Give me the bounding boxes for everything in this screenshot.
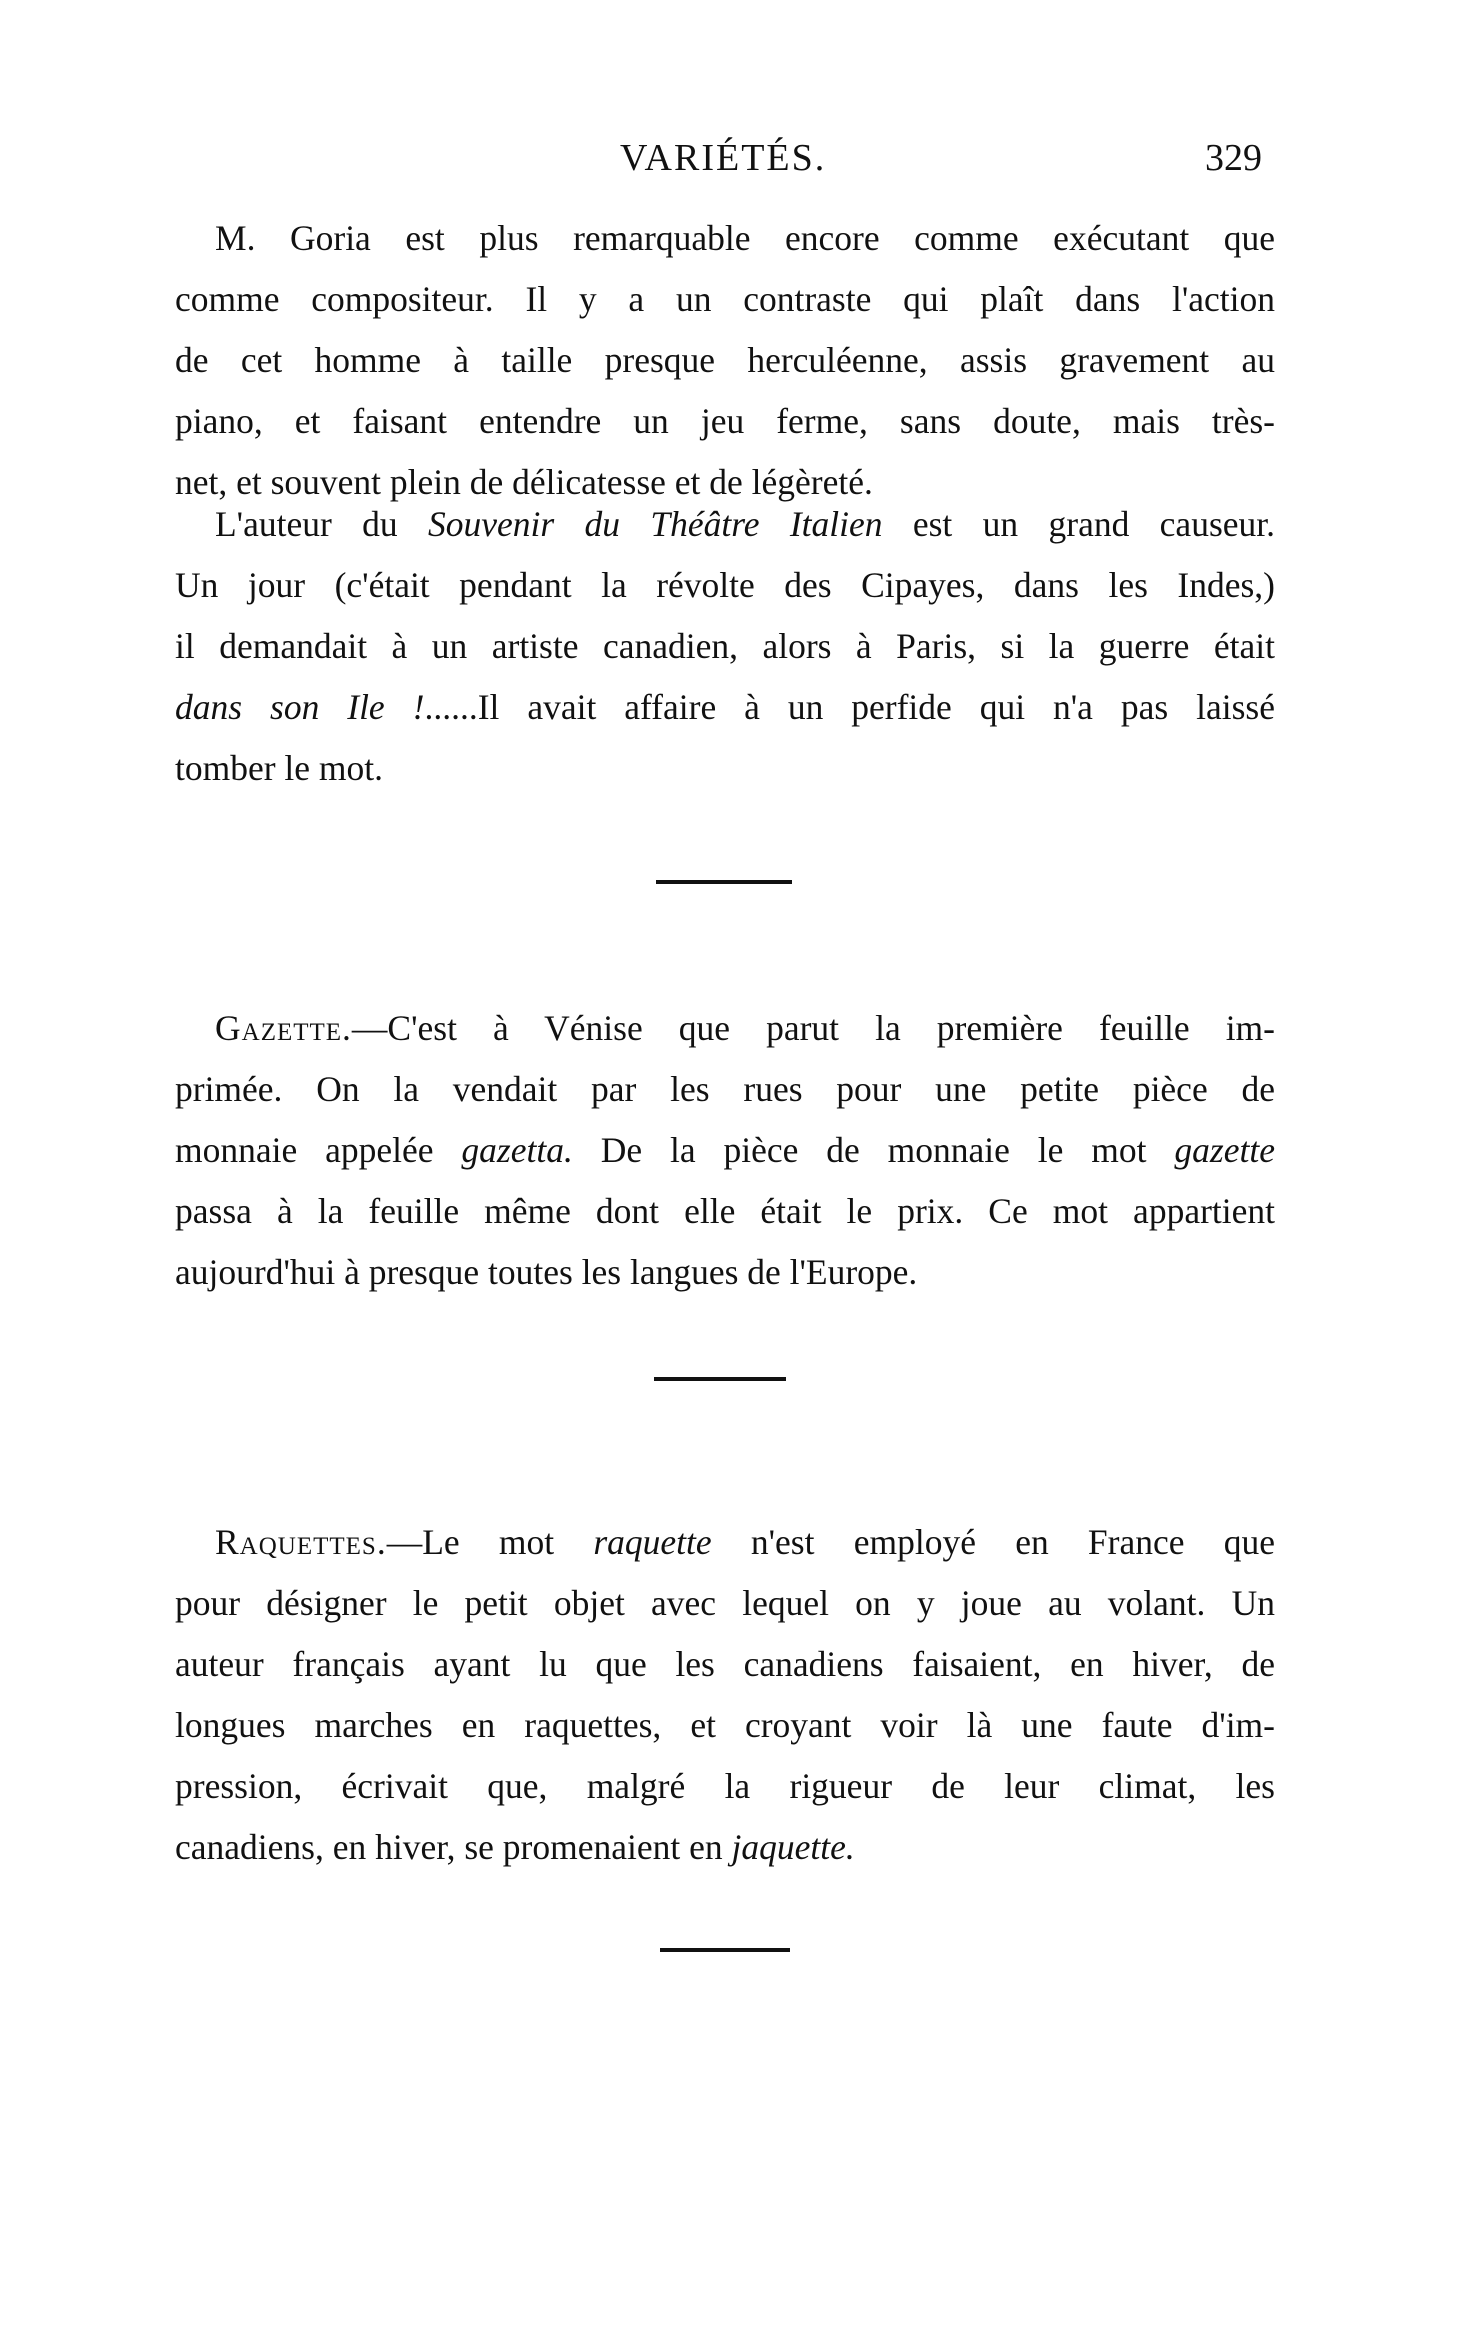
text-line: primée. On la vendait par les rues pour une petite pièce de xyxy=(175,1069,1275,1109)
text-line: de cet homme à taille presque herculéenne, assis gravement au xyxy=(175,340,1275,380)
text-line: pression, écrivait que, malgré la rigueur de leur climat, les xyxy=(175,1766,1275,1806)
text-line: comme compositeur. Il y a un contraste qui plaît dans l'action xyxy=(175,279,1275,319)
text-line: il demandait à un artiste canadien, alors à Paris, si la guerre était xyxy=(175,626,1275,666)
paragraph-raquettes xyxy=(175,1512,1275,1878)
text-line: Gazette.—C'est à Vénise que parut la première feuille im- xyxy=(215,1008,1275,1048)
paragraph-gazette xyxy=(175,998,1275,1303)
text-line: pour désigner le petit objet avec lequel on y joue au volant. Un xyxy=(175,1583,1275,1623)
section-divider xyxy=(654,1377,786,1381)
italic-word: gazette xyxy=(1174,1130,1275,1170)
text-line: aujourd'hui à presque toutes les langues de l'Europe. xyxy=(175,1252,918,1292)
text-line: Un jour (c'était pendant la révolte des Cipayes, dans les Indes,) xyxy=(175,565,1275,605)
paragraph-goria xyxy=(175,208,1275,513)
italic-word: raquette xyxy=(593,1522,712,1562)
page-number: 329 xyxy=(1205,137,1262,179)
entry-heading: Gazette. xyxy=(215,1008,352,1048)
text-line: tomber le mot. xyxy=(175,748,384,788)
italic-word: jaquette. xyxy=(731,1827,855,1867)
text-line: monnaie appelée gazetta. De la pièce de monnaie le mot gazette xyxy=(175,1130,1275,1170)
text-line: net, et souvent plein de délicatesse et de légèreté. xyxy=(175,462,873,502)
text-line: canadiens, en hiver, se promenaient en jaquette. xyxy=(175,1827,855,1867)
entry-heading: Raquettes. xyxy=(215,1522,387,1562)
text-line: Raquettes.—Le mot raquette n'est employé en France que xyxy=(215,1522,1276,1562)
italic-title: Souvenir du Théâtre Italien xyxy=(427,504,883,544)
italic-word: gazetta. xyxy=(461,1130,573,1170)
text-line: M. Goria est plus remarquable encore comme exécutant que xyxy=(215,218,1275,258)
text-line: dans son Ile !......Il avait affaire à un perfide qui n'a pas laissé xyxy=(175,687,1275,727)
running-title: VARIÉTÉS. xyxy=(620,137,827,179)
text-line: passa à la feuille même dont elle était le prix. Ce mot appartient xyxy=(175,1191,1275,1231)
section-divider xyxy=(660,1948,790,1952)
text-line: piano, et faisant entendre un jeu ferme, sans doute, mais très- xyxy=(175,401,1275,441)
paragraph-auteur xyxy=(175,494,1275,799)
text-line: L'auteur du Souvenir du Théâtre Italien est un grand causeur. xyxy=(215,504,1275,544)
italic-phrase: dans son Ile ! xyxy=(175,687,425,727)
section-divider xyxy=(656,880,792,884)
running-header xyxy=(0,128,1469,188)
text-line: longues marches en raquettes, et croyant voir là une faute d'im- xyxy=(175,1705,1275,1745)
text-line: auteur français ayant lu que les canadiens faisaient, en hiver, de xyxy=(175,1644,1275,1684)
